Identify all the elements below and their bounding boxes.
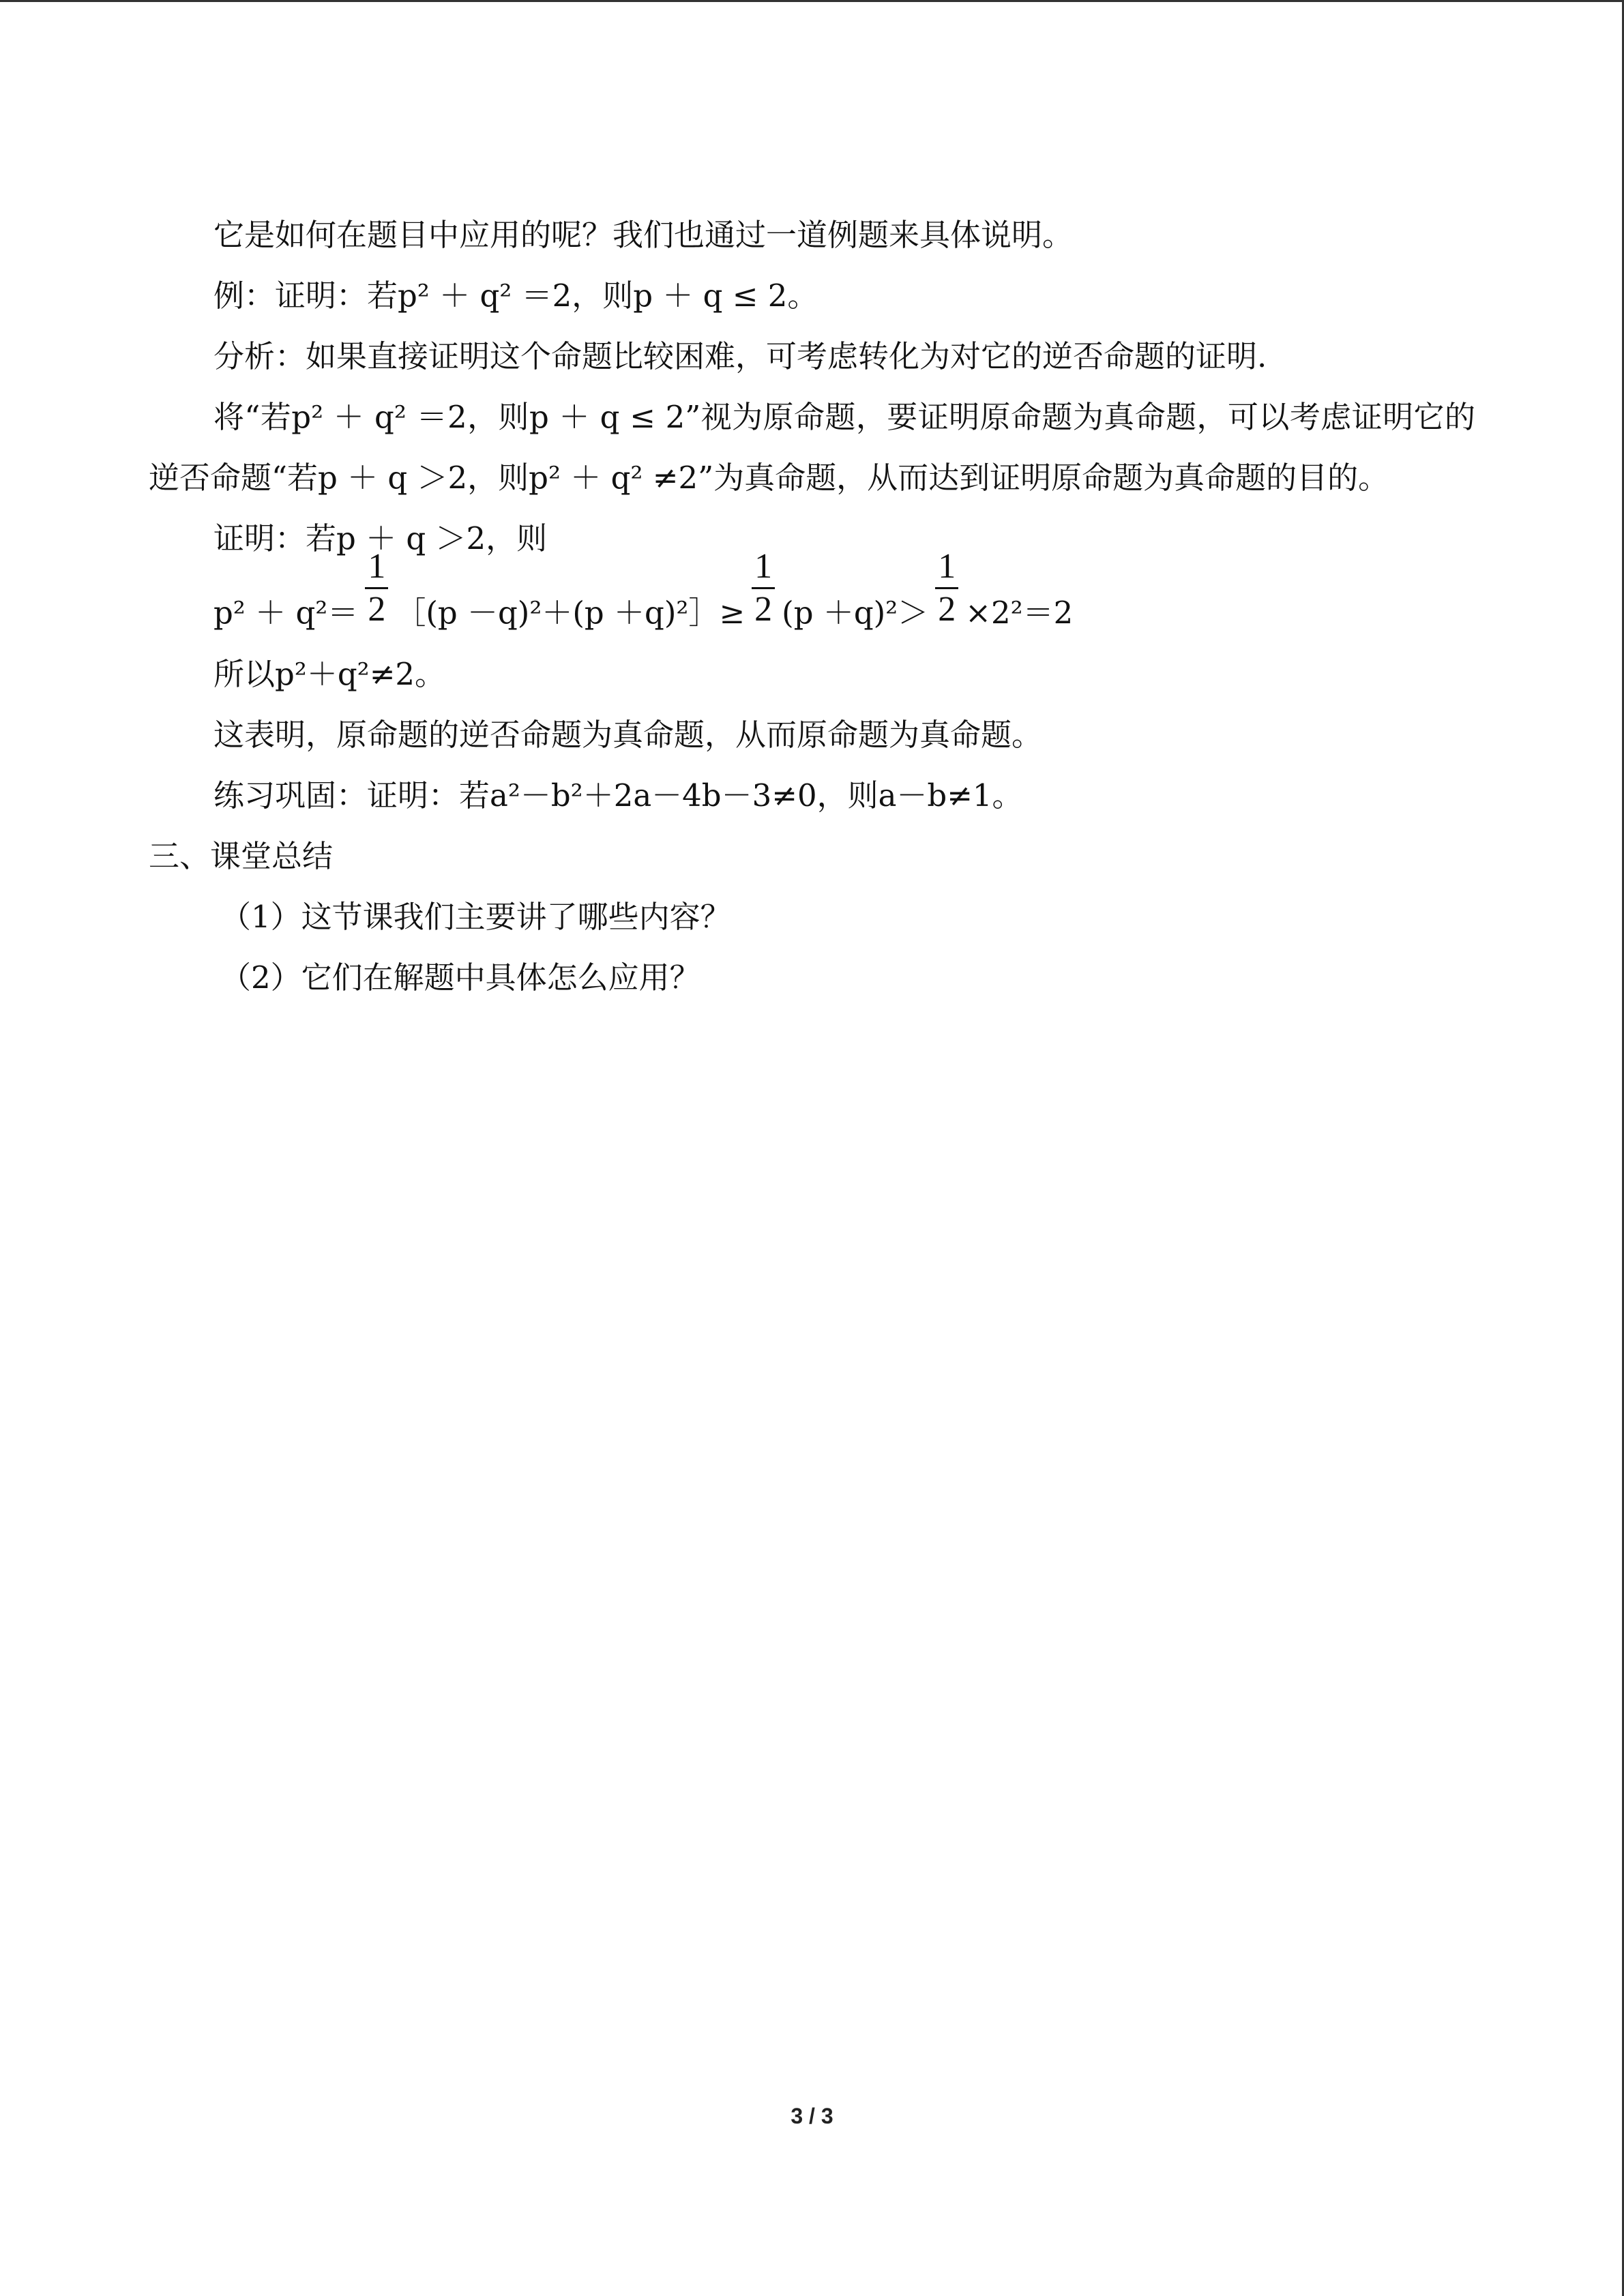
formula-part3: ×2²＝2 — [965, 595, 1074, 631]
document-body — [149, 205, 1475, 1008]
fraction-numerator: 1 — [752, 546, 775, 589]
page-border-top — [0, 0, 1624, 2]
formula-part2: (p ＋q)²＞ — [782, 595, 929, 631]
proof-conclusion: 所以p²＋q²≠2。 — [213, 656, 446, 692]
fraction-numerator: 1 — [935, 546, 958, 589]
fraction-numerator: 1 — [365, 546, 388, 589]
formula-part1: ［(p －q)²＋(p ＋q)²］≥ — [395, 595, 745, 631]
summary-question-1: （1）这节课我们主要讲了哪些内容？ — [220, 899, 731, 935]
summary-question-2: （2）它们在解题中具体怎么应用？ — [220, 959, 700, 996]
fraction-half-3 — [935, 546, 958, 630]
practice-exercise: 练习巩固：证明：若a²－b²＋2a－4b－3≠0，则a－b≠1。 — [213, 777, 1023, 814]
fraction-denominator: 2 — [368, 590, 386, 629]
fraction-half-1 — [365, 546, 388, 630]
page-number: 3 / 3 — [791, 2104, 833, 2128]
proof-start: 证明：若p ＋ q ＞2，则 — [213, 520, 548, 556]
explanation-paragraph: 将“若p² ＋ q² ＝2，则p ＋ q ≤ 2”视为原命题，要证明原命题为真命题，可以考虑证明它的逆否命题“若p ＋ q ＞2，则p² ＋ q² ≠2”为真命题，从而达到证明原命题为真命题的目的。 — [149, 399, 1475, 496]
intro-paragraph: 它是如何在题目中应用的呢？我们也通过一道例题来具体说明。 — [213, 217, 1074, 253]
fraction-denominator: 2 — [754, 590, 773, 629]
summary-statement: 这表明，原命题的逆否命题为真命题，从而原命题为真命题。 — [213, 717, 1043, 753]
proof-formula — [149, 547, 1475, 644]
section-title: 三、课堂总结 — [149, 838, 334, 874]
example-statement: 例：证明：若p² ＋ q² ＝2，则p ＋ q ≤ 2。 — [213, 278, 818, 314]
fraction-half-2 — [752, 546, 775, 630]
formula-lhs: p² ＋ q²＝ — [213, 595, 359, 631]
fraction-denominator: 2 — [938, 590, 956, 629]
analysis-paragraph: 分析：如果直接证明这个命题比较困难，可考虑转化为对它的逆否命题的证明. — [213, 338, 1267, 374]
